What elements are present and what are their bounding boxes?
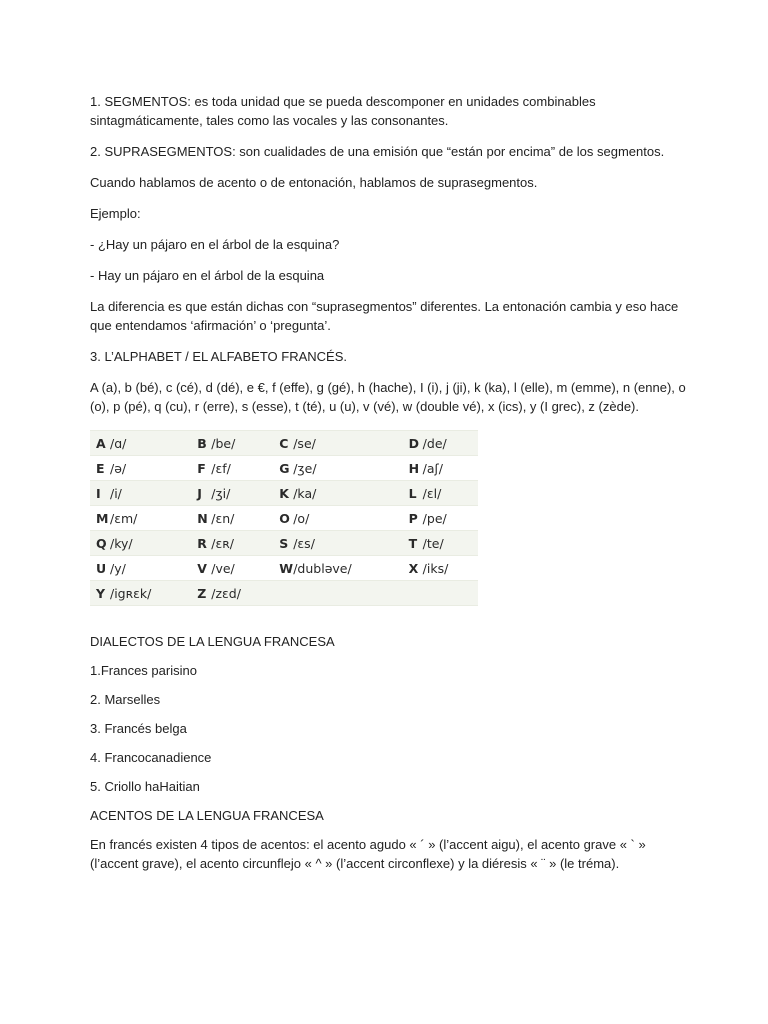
alphabet-letter: J — [197, 485, 202, 501]
alphabet-cell — [191, 581, 273, 606]
alphabet-pronunciation: /i/ — [110, 485, 122, 501]
alphabet-pronunciation: /zɛd/ — [211, 585, 241, 601]
example-statement: - Hay un pájaro en el árbol de la esquina — [90, 268, 325, 283]
alphabet-cell — [273, 481, 402, 506]
alphabet-pronunciation: /be/ — [211, 435, 236, 451]
alphabet-table — [90, 430, 478, 606]
alphabet-letter: S — [279, 535, 289, 551]
acento-paragraph: Cuando hablamos de acento o de entonación, hablamos de suprasegmentos. — [90, 175, 538, 190]
alphabet-table-row — [90, 556, 478, 581]
alphabet-letter: W — [279, 560, 294, 576]
alphabet-pronunciation: /ɛm/ — [110, 510, 138, 526]
dialect-item: 1.Frances parisino — [90, 663, 197, 678]
alphabet-cell — [403, 506, 478, 531]
document-page — [90, 92, 690, 883]
alphabet-pronunciation: /ʒi/ — [211, 485, 231, 501]
alphabet-letter: I — [96, 485, 101, 501]
suprasegmentos-paragraph: 2. SUPRASEGMENTOS: son cualidades de una emisión que “están por encima” de los segmentos. — [90, 144, 665, 159]
alphabet-letter: U — [96, 560, 107, 576]
alphabet-cell — [90, 531, 191, 556]
acentos-heading: ACENTOS DE LA LENGUA FRANCESA — [90, 808, 324, 823]
alphabet-letter: K — [279, 485, 289, 501]
alphabet-cell — [191, 481, 273, 506]
alphabet-pronunciation: /ɛf/ — [211, 460, 231, 476]
alphabet-table-row — [90, 456, 478, 481]
alphabet-letter: Y — [96, 585, 106, 601]
alphabet-letter: M — [96, 510, 109, 526]
alphabet-pronunciation: /ka/ — [293, 485, 317, 501]
alphabet-pronunciation: /igʀɛk/ — [110, 585, 152, 601]
alphabet-table-row — [90, 531, 478, 556]
alphabet-pronunciation: /se/ — [293, 435, 316, 451]
alphabet-pronunciation: /ɛs/ — [293, 535, 315, 551]
diferencia-paragraph: La diferencia es que están dichas con “suprasegmentos” diferentes. La entonación cambia y eso hace que entendamos ‘afirmación’ o ‘pregunta’. — [90, 299, 679, 333]
alphabet-cell — [403, 431, 478, 456]
alphabet-letter: P — [408, 510, 418, 526]
alphabet-letter: Q — [96, 535, 107, 551]
alphabet-cell — [90, 481, 191, 506]
alphabet-letter: Z — [197, 585, 207, 601]
alphabet-pronunciation: /ɑ/ — [110, 435, 127, 451]
alphabet-letter: G — [279, 460, 290, 476]
alphabet-cell — [90, 581, 191, 606]
alfabeto-list: A (a), b (bé), c (cé), d (dé), e €, f (effe), g (gé), h (hache), I (i), j (ji), k (ka), l (elle), m (emme), n (enne), o (o), p (pé), q (cu), r (erre), s (esse), t (té), u (u), v (vé), w (double vé), x (ics), y (I grec), z (zède). — [90, 380, 686, 414]
alphabet-pronunciation: /dubləve/ — [293, 560, 352, 576]
example-question: - ¿Hay un pájaro en el árbol de la esquina? — [90, 237, 340, 252]
alphabet-cell — [273, 506, 402, 531]
alphabet-cell — [273, 556, 402, 581]
alphabet-pronunciation: /ʒe/ — [293, 460, 317, 476]
dialectos-section — [90, 632, 690, 873]
dialectos-heading: DIALECTOS DE LA LENGUA FRANCESA — [90, 634, 335, 649]
alphabet-pronunciation: /ɛn/ — [211, 510, 235, 526]
dialect-item: 4. Francocanadience — [90, 750, 212, 765]
alphabet-letter: X — [408, 560, 419, 576]
alphabet-letter: O — [279, 510, 290, 526]
alphabet-cell — [403, 556, 478, 581]
alphabet-cell — [90, 506, 191, 531]
dialect-item: 3. Francés belga — [90, 721, 187, 736]
segmentos-paragraph: 1. SEGMENTOS: es toda unidad que se pueda descomponer en unidades combinables sintagmáticamente, tales como las vocales y las consonantes. — [90, 94, 596, 128]
alphabet-pronunciation: /de/ — [422, 435, 447, 451]
alphabet-cell — [191, 506, 273, 531]
alphabet-pronunciation: /pe/ — [422, 510, 447, 526]
alphabet-table-row — [90, 481, 478, 506]
alphabet-table-row — [90, 581, 478, 606]
alphabet-letter: C — [279, 435, 289, 451]
alphabet-table-row — [90, 506, 478, 531]
dialect-item: 2. Marselles — [90, 692, 161, 707]
alphabet-cell — [273, 456, 402, 481]
alphabet-cell — [273, 431, 402, 456]
alphabet-cell — [90, 431, 191, 456]
alfabeto-heading: 3. L’ALPHABET / EL ALFABETO FRANCÉS. — [90, 349, 347, 364]
alphabet-pronunciation: /iks/ — [422, 560, 449, 576]
alphabet-letter: E — [96, 460, 105, 476]
alphabet-letter: T — [408, 535, 418, 551]
acentos-paragraph: En francés existen 4 tipos de acentos: el acento agudo « ´ » (l’accent aigu), el acento grave « ` » (l’accent grave), el acento circunflejo « ^ » (l’accent circonflexe) y la diéresis « ¨ » (le tréma). — [90, 837, 646, 871]
alphabet-cell — [90, 456, 191, 481]
alphabet-letter: D — [408, 435, 420, 451]
alphabet-letter: R — [197, 535, 207, 551]
alphabet-pronunciation: /te/ — [422, 535, 444, 551]
alphabet-letter: H — [408, 460, 420, 476]
alphabet-letter: B — [197, 435, 207, 451]
alphabet-pronunciation: /aʃ/ — [422, 460, 443, 476]
alphabet-pronunciation: /ɛʀ/ — [211, 535, 234, 551]
alphabet-letter: N — [197, 510, 208, 526]
alphabet-table-row — [90, 431, 478, 456]
alphabet-pronunciation: /ə/ — [110, 460, 127, 476]
alphabet-cell — [90, 556, 191, 581]
alphabet-cell — [403, 581, 478, 606]
alphabet-letter: F — [197, 460, 206, 476]
alphabet-cell — [403, 456, 478, 481]
dialect-item: 5. Criollo haHaitian — [90, 779, 200, 794]
ejemplo-label: Ejemplo: — [90, 206, 141, 221]
alphabet-cell — [191, 456, 273, 481]
alphabet-cell — [273, 581, 402, 606]
alphabet-letter: V — [197, 560, 207, 576]
alphabet-pronunciation: /o/ — [293, 510, 310, 526]
alphabet-letter: L — [408, 485, 417, 501]
alphabet-cell — [191, 431, 273, 456]
alphabet-letter: A — [96, 435, 106, 451]
alphabet-cell — [403, 481, 478, 506]
alphabet-cell — [273, 531, 402, 556]
alphabet-cell — [191, 531, 273, 556]
alphabet-pronunciation: /ɛl/ — [422, 485, 442, 501]
alphabet-pronunciation: /ky/ — [110, 535, 133, 551]
alphabet-cell — [403, 531, 478, 556]
alphabet-pronunciation: /y/ — [110, 560, 126, 576]
alphabet-cell — [191, 556, 273, 581]
alphabet-pronunciation: /ve/ — [211, 560, 235, 576]
